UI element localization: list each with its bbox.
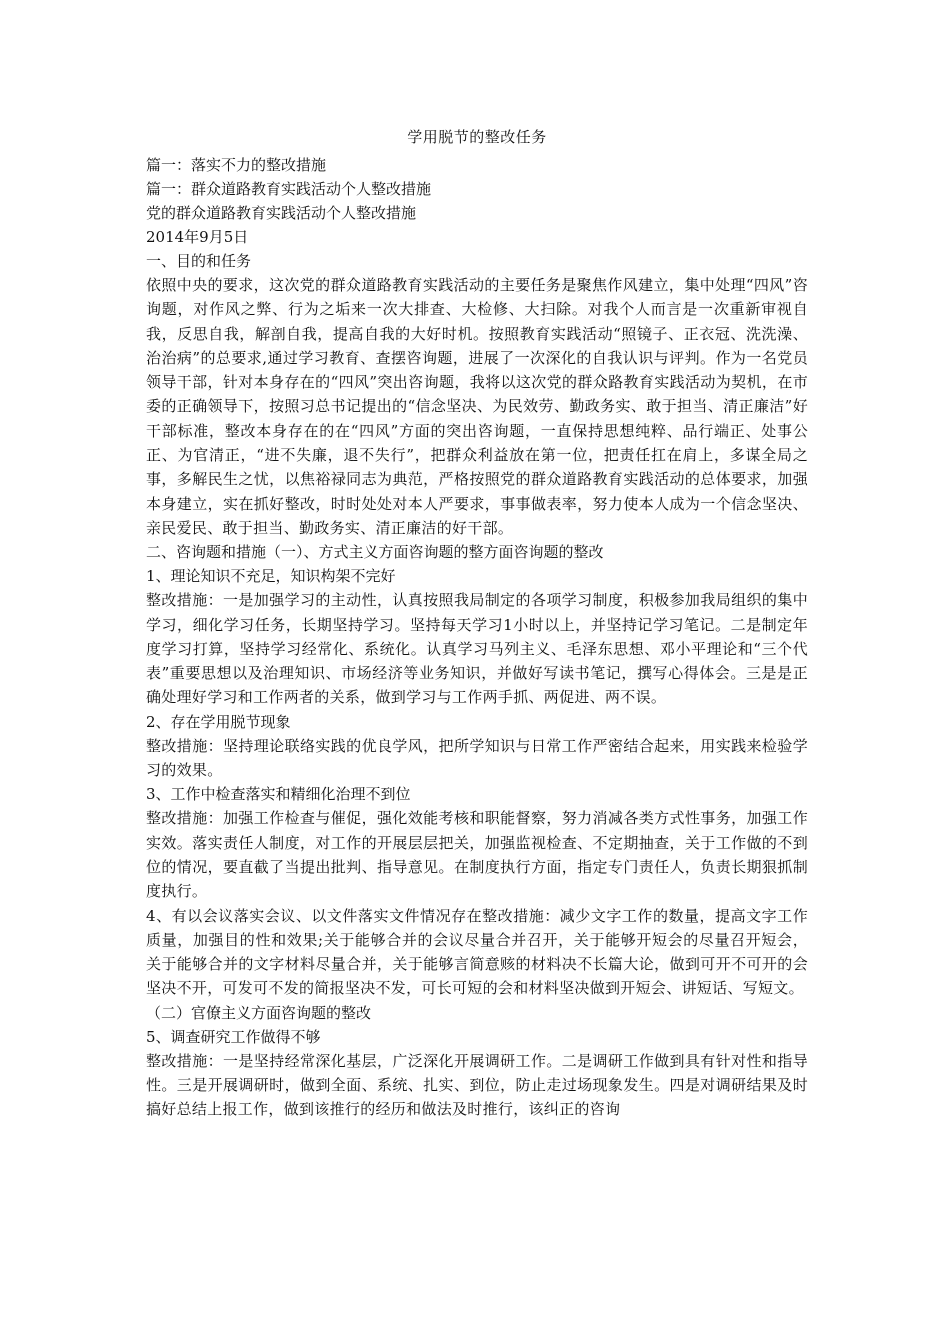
- document-date: 2014年9月5日: [146, 228, 249, 246]
- item-heading-3: 3、工作中检查落实和精细化治理不到位: [146, 785, 411, 804]
- item-heading-1: 1、理论知识不充足，知识构架不完好: [146, 567, 396, 586]
- document-page: [146, 125, 808, 1122]
- paragraph-4: 整改措施：加强工作检查与催促，强化效能考核和职能督察，努力消减各类方式性事务，加强工作实效。落实责任人制度，对工作的开展层层把关，加强监视检查、不定期抽查，关于工作做的不到位的情况，要直截了当提出批判、指导意见。在制度执行方面，指定专门责任人，负责长期狠抓制度执行。: [146, 809, 808, 901]
- heading-3: 党的群众道路教育实践活动个人整改措施: [146, 204, 417, 222]
- document-title: 学用脱节的整改任务: [407, 128, 547, 146]
- heading-1: 篇一：落实不力的整改措施: [146, 156, 327, 174]
- paragraph-6: 整改措施：一是坚持经常深化基层，广泛深化开展调研工作。二是调研工作做到具有针对性和指导性。三是开展调研时，做到全面、系统、扎实、到位，防止走过场现象发生。四是对调研结果及时搞好总结上报工作，做到该推行的经历和做法及时推行，该纠正的咨询: [146, 1051, 808, 1119]
- section-heading-3: （二）官僚主义方面咨询题的整改: [146, 1003, 372, 1022]
- item-heading-5: 5、调查研究工作做得不够: [146, 1027, 321, 1046]
- paragraph-2: 整改措施：一是加强学习的主动性，认真按照我局制定的各项学习制度，积极参加我局组织的集中学习，细化学习任务，长期坚持学习。坚持每天学习1小时以上，并坚持记学习笔记。二是制定年度学习打算，坚持学习经常化、系统化。认真学习马列主义、毛泽东思想、邓小平理论和“三个代表”重要思想以及治理知识、市场经济等业务知识，并做好写读书笔记，撰写心得体会。三是是正确处理好学习和工作两者的关系，做到学习与工作两手抓、两促进、两不误。: [146, 591, 808, 707]
- item-heading-2: 2、存在学用脱节现象: [146, 712, 291, 731]
- section-heading-1: 一、目的和任务: [146, 252, 252, 270]
- paragraph-1: 依照中央的要求，这次党的群众道路教育实践活动的主要任务是聚焦作风建立，集中处理“四风”咨询题，对作风之弊、行为之垢来一次大排查、大检修、大扫除。对我个人而言是一次重新审视自我，反思自我，解剖自我，提高自我的大好时机。按照教育实践活动“照镜子、正衣冠、洗洗澡、治治病”的总要求,通过学习教育、查摆咨询题，进展了一次深化的自我认识与评判。作为一名党员领导干部，针对本身存在的“四风”突出咨询题，我将以这次党的群众路教育实践活动为契机，在市委的正确领导下，按照习总书记提出的“信念坚决、为民效劳、勤政务实、敢于担当、清正廉洁”好干部标准，整改本身存在的在“四风”方面的突出咨询题，一直保持思想纯粹、品行端正、处事公正、为官清正，“进不失廉，退不失行”，把群众利益放在第一位，把责任扛在肩上，多谋全局之事，多解民生之忧，以焦裕禄同志为典范，严格按照党的群众道路教育实践活动的总体要求，加强本身建立，实在抓好整改，时时处处对本人严要求，事事做表率，努力使本人成为一个信念坚决、亲民爱民、敢于担当、勤政务实、清正廉洁的好干部。: [146, 276, 808, 537]
- section-heading-2: 二、咨询题和措施（一）、方式主义方面咨询题的整方面咨询题的整改: [146, 543, 604, 562]
- heading-2: 篇一：群众道路教育实践活动个人整改措施: [146, 180, 432, 198]
- paragraph-5: 4、有以会议落实会议、以文件落实文件情况存在整改措施：减少文字工作的数量，提高文字工作质量，加强目的性和效果;关于能够合并的会议尽量合并召开，关于能够开短会的尽量召开短会，关于能够合并的文字材料尽量合并，关于能够言简意赅的材料决不长篇大论，做到可开不可开的会坚决不开，可发可不发的简报坚决不发，可长可短的会和材料坚决做到开短会、讲短话、写短文。: [146, 906, 808, 998]
- paragraph-3: 整改措施：坚持理论联络实践的优良学风，把所学知识与日常工作严密结合起来，用实践来检验学习的效果。: [146, 736, 808, 780]
